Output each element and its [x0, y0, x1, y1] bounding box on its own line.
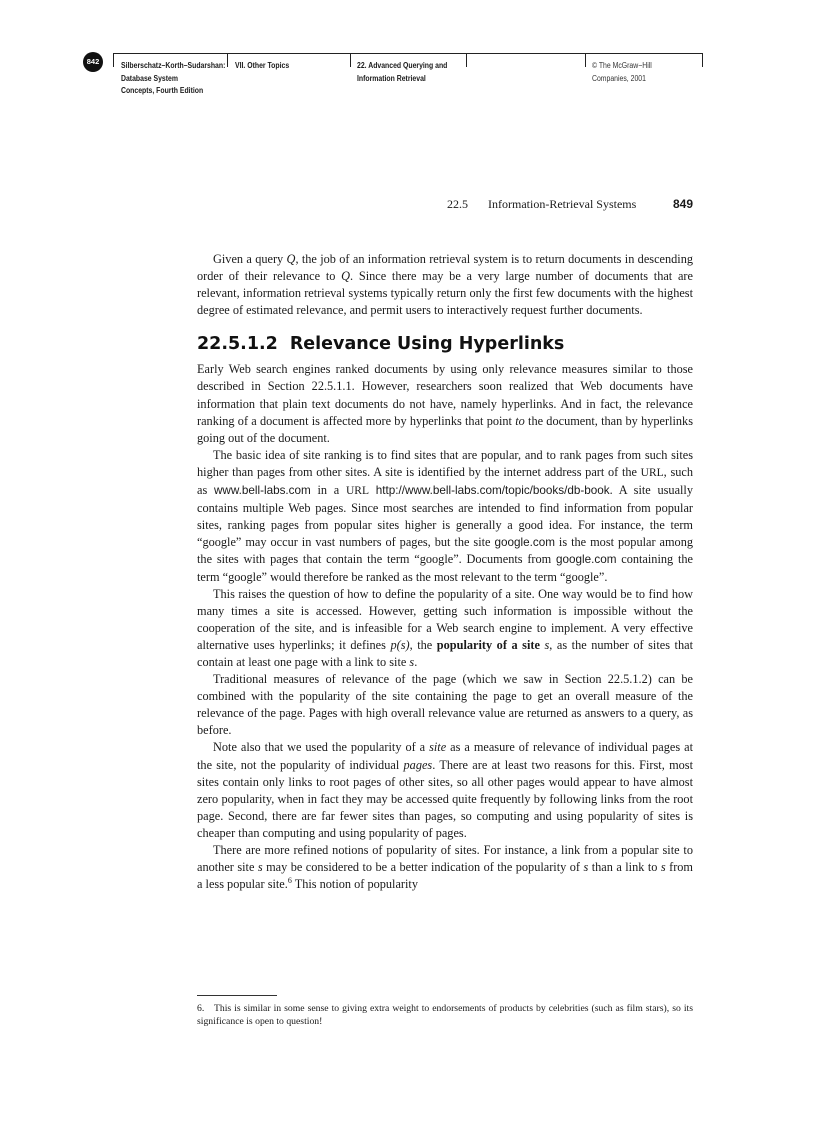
- url-text: google.com: [556, 553, 617, 567]
- paragraph: There are more refined notions of popularity of sites. For instance, a link from a popular site to another site s may be considered to be a better indication of the popularity of s than a link to s from a less popular site.$^6$ This notion of popularity: [197, 843, 693, 892]
- paragraph: Traditional measures of relevance of the page (which we saw in Section 22.5.1.2) can be combined with the popularity of the site containing the page to get an overall measure of the relevance of the page. Pages with high overall relevance value are returned as answers to a query, as before.: [197, 672, 693, 738]
- url-text: http://www.bell-labs.com/topic/books/db-book: [375, 484, 610, 498]
- body-text: [197, 251, 693, 893]
- paragraph: This raises the question of how to define the popularity of a site. One way would be to find how many times a site is accessed. However, getting such information is impossible without the cooperation of the site, and is infeasible for a Web search engine to implement. A very effective alternative uses hyperlinks; it defines p(s), the popularity of a site s, as the number of sites that contain at least one page with a link to site s.: [197, 586, 693, 669]
- paragraph: Note also that we used the popularity of a site as a measure of relevance of individual pages at the site, not the popularity of individual pages. There are at least two reasons for this. First, most sites contain only links to root pages of other sites, so all other pages would appear to have almost zero popularity, when in fact they may be accessed quite frequently by following links from the root page. Second, there are far fewer sites than pages, so computing and using popularity of sites is cheaper than computing and using popularity of pages.: [197, 740, 693, 840]
- footnote-rule: [197, 995, 277, 996]
- url-text: www.bell-labs.com: [213, 484, 311, 498]
- header-divider: [466, 53, 467, 67]
- header-divider: [350, 53, 351, 67]
- header-part: VII. Other Topics: [235, 61, 290, 70]
- header-divider: [113, 53, 114, 67]
- url-text: google.com: [494, 536, 555, 550]
- header-divider: [585, 53, 586, 67]
- footnote-ref: 6: [287, 876, 292, 886]
- header-book-title: Silberschatz–Korth–Sudarshan: Database System Concepts, Fourth Edition: [121, 61, 226, 95]
- running-head-page-number: 849: [672, 197, 693, 211]
- running-head-section: 22.5: [447, 197, 468, 211]
- footnote: 6. This is similar in some sense to giving extra weight to endorsements of products by celebrities (such as film stars), so its significance is open to question!: [197, 1003, 693, 1027]
- header-rule: [113, 53, 702, 54]
- intro-paragraph: Given a query Q, the job of an information retrieval system is to return documents in descending order of their relevance to Q. Since there may be a very large number of documents that are relevant, information retrieval systems typically return only the first few documents with the highest degree of estimated relevance, and permit users to interactively request further documents.: [197, 252, 694, 318]
- defined-term: popularity of a site: [436, 637, 540, 652]
- paragraph: Early Web search engines ranked documents by using only relevance measures similar to those described in Section 22.5.1.1. However, researchers soon realized that Web documents have information that plain text documents do not have, namely hyperlinks. And in fact, the relevance ranking of a document is affected more by hyperlinks that point to the document, than by hyperlinks going out of the document.: [197, 362, 693, 445]
- header-divider: [227, 53, 228, 67]
- paragraph: The basic idea of site ranking is to find sites that are popular, and to rank pages from such sites higher than pages from other sites. A site is identified by the internet address part of the URL, such as www.bell-labs.com in a URL http://www.bell-labs.com/topic/books/db-book. A site usually contains multiple Web pages. Since most searches are intended to find information from popular sites, ranking pages from popular sites higher is generally a good idea. For instance, the term “google” may occur in vast numbers of pages, but the site google.com is the most popular among the sites with pages that contain the term “google”. Documents from google.com containing the term “google” would therefore be ranked as the most relevant to the term “google”.: [197, 447, 694, 584]
- header-divider: [702, 53, 703, 67]
- section-heading: 22.5.1.2 Relevance Using Hyperlinks: [197, 334, 565, 355]
- running-head: [197, 197, 693, 211]
- header-copyright: © The McGraw−Hill Companies, 2001: [592, 61, 652, 83]
- page-number-badge: 842: [83, 52, 103, 72]
- running-head-title: Information-Retrieval Systems: [488, 197, 637, 211]
- header-chapter: 22. Advanced Querying and Information Retrieval: [357, 61, 448, 83]
